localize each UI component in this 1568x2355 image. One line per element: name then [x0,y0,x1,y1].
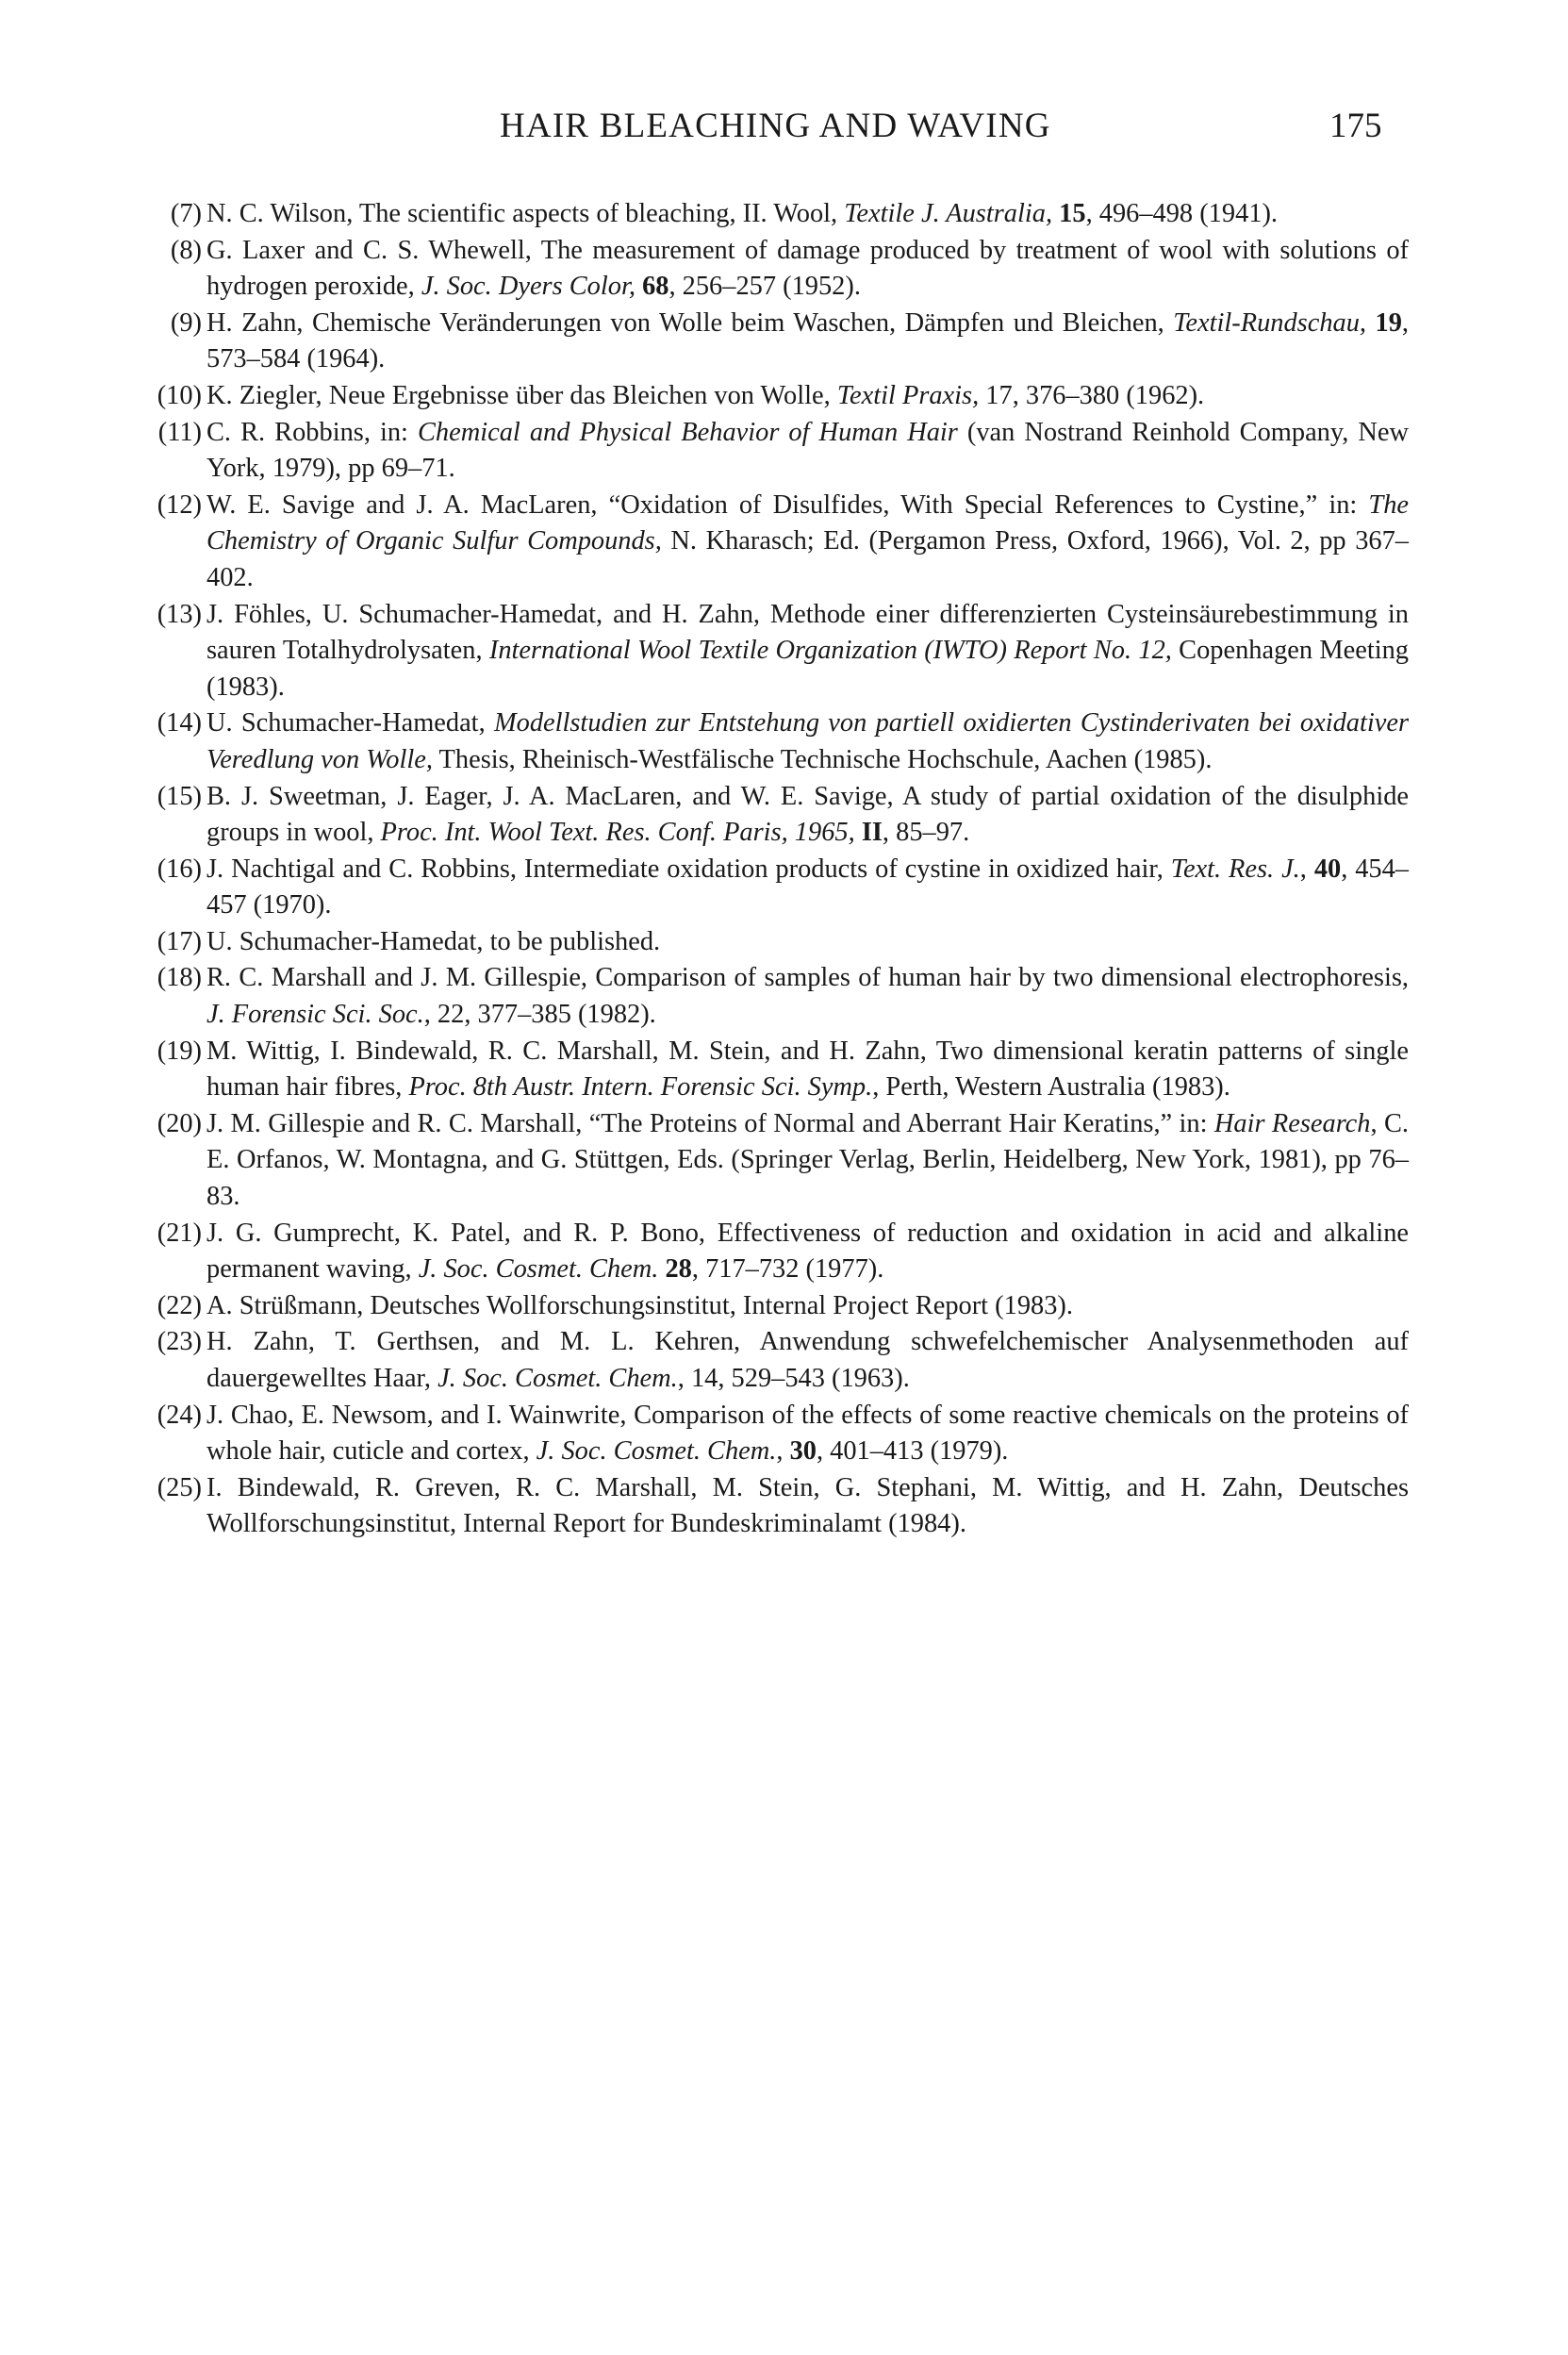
reference-source-italic: Proc. Int. Wool Text. Res. Conf. Paris, 1965, [380,818,855,848]
reference-volume-bold: 40 [1313,854,1342,884]
reference-source-italic: J. Soc. Cosmet. Chem. [418,1254,659,1285]
reference-volume-bold: 19 [1375,307,1402,338]
reference-source-italic: J. Forensic Sci. Soc. [206,1000,424,1030]
reference-segment: I. Bindewald, R. Greven, R. C. Marshall, M. Stein, G. Stephani, M. Wittig, and H. Zahn, Deutsches Wollforschungsinstitut, Internal Report for Bundeskriminalamt (1984). [206,1472,1409,1539]
reference-segment: M. Wittig, I. Bindewald, R. C. Marshall, M. Stein, and H. Zahn, Two dimensional keratin patterns of single human hair fibres, [206,1036,1409,1103]
reference-segment: , 14, 529–543 (1963). [677,1364,910,1393]
reference-text [206,1034,1409,1106]
reference-number: (9) [170,307,202,338]
reference-segment: J. Nachtigal and C. Robbins, Intermediate oxidation products of cystine in oxidized hair, [206,854,1171,884]
reference-item [157,378,1409,415]
running-title: HAIR BLEACHING AND WAVING [500,107,1051,145]
reference-number: (7) [170,199,202,228]
reference-item [162,196,1409,233]
reference-text [206,415,1409,488]
reference-source-italic: Modellstudien zur Entstehung von partiell oxidierten Cystinderivaten bei oxidativer Veredlung von Wolle, [206,708,1409,774]
reference-number: (15) [157,781,202,811]
reference-text [206,488,1409,597]
reference-source-italic: Hair Research [1213,1108,1371,1138]
reference-text [206,378,1409,415]
reference-segment: U. Schumacher-Hamedat, [206,708,494,738]
page-header [0,106,1568,162]
reference-number: (8) [170,235,202,265]
reference-item [157,779,1409,852]
reference-item [157,1398,1409,1470]
reference-segment: , 496–498 (1941). [1085,199,1279,228]
reference-text [206,1324,1409,1397]
reference-number: (17) [157,926,202,956]
reference-segment: Thesis, Rheinisch-Westfälische Technische Hochschule, Aachen (1985). [432,744,1213,774]
reference-segment [1366,308,1375,338]
reference-segment [635,272,642,301]
reference-segment: 17, 376–380 (1962). [979,380,1205,410]
reference-number: (22) [157,1290,202,1320]
reference-item [157,960,1409,1033]
reference-number: (11) [157,417,202,447]
reference-item [157,488,1409,597]
reference-segment: , 401–413 (1979). [816,1436,1009,1467]
reference-text [206,924,1409,961]
reference-text [206,1470,1409,1543]
reference-item [162,306,1409,378]
reference-item [157,705,1409,778]
reference-list [157,196,1410,1543]
reference-volume-bold: 68 [642,272,669,302]
reference-source-italic: Text. Res. J. [1170,854,1300,884]
reference-item [157,597,1409,706]
reference-segment: , [1299,854,1314,884]
reference-segment: , 717–732 (1977). [691,1254,884,1285]
reference-segment: N. Kharasch; Ed. (Pergamon Press, Oxford, 1966), Vol. 2, pp 367–402. [206,526,1409,592]
reference-number: (25) [157,1472,202,1502]
reference-text [206,852,1409,924]
reference-source-italic: Textil-Rundschau, [1173,307,1367,338]
reference-volume-bold: 30 [789,1436,817,1467]
reference-number: (12) [157,489,202,520]
reference-text [206,1398,1409,1470]
reference-item [157,1216,1409,1288]
reference-source-italic: Chemical and Physical Behavior of Human Hair [418,417,958,447]
reference-number: (21) [157,1218,202,1248]
reference-segment: A. Strüßmann, Deutsches Wollforschungsinstitut, Internal Project Report (1983). [206,1290,1073,1320]
reference-segment: K. Ziegler, Neue Ergebnisse über das Bleichen von Wolle, [206,380,837,410]
reference-item [157,415,1409,488]
reference-source-italic: J. Soc. Dyers Color, [421,272,635,302]
reference-segment [855,818,862,847]
reference-item [157,1106,1409,1216]
reference-text [206,233,1409,306]
reference-source-italic: J. Soc. Cosmet. Chem. [536,1436,777,1467]
reference-segment: U. Schumacher-Hamedat, to be published. [206,926,661,956]
reference-source-italic: J. Soc. Cosmet. Chem. [437,1364,678,1393]
reference-segment: C. R. Robbins, in: [206,417,418,447]
reference-segment: (van Nostrand Reinhold Company, New York, 1979), pp 69–71. [206,417,1409,484]
reference-item [157,852,1410,924]
reference-segment: , 22, 377–385 (1982). [423,1000,656,1030]
reference-segment: J. Föhles, U. Schumacher-Hamedat, and H. Zahn, Methode einer differenzierten Cysteinsäurebestimmung in sauren Totalhydrolysaten, [206,599,1409,666]
reference-segment: N. C. Wilson, The scientific aspects of bleaching, II. Wool, [206,199,845,228]
reference-number: (10) [157,380,202,410]
reference-item [157,1470,1409,1543]
reference-segment: , 85–97. [882,818,970,848]
reference-segment: J. Chao, E. Newsom, and I. Wainwrite, Comparison of the effects of some reactive chemicals on the proteins of whole hair, cuticle and cortex, [206,1400,1409,1467]
reference-text [206,960,1409,1033]
reference-segment: G. Laxer and C. S. Whewell, The measurement of damage produced by treatment of wool with solutions of hydrogen peroxide, [206,235,1409,302]
reference-segment: H. Zahn, Chemische Veränderungen von Wolle beim Waschen, Dämpfen und Bleichen, [206,307,1174,338]
reference-number: (20) [157,1108,202,1138]
reference-segment: , [776,1436,790,1467]
reference-number: (23) [157,1327,202,1357]
reference-segment: , C. E. Orfanos, W. Montagna, and G. Stüttgen, Eds. (Springer Verlag, Berlin, Heidelberg, New York, 1981), pp 76–83. [206,1108,1409,1212]
reference-segment: R. C. Marshall and J. M. Gillespie, Comparison of samples of human hair by two dimensional electrophoresis, [206,963,1409,993]
reference-segment: H. Zahn, T. Gerthsen, and M. L. Kehren, Anwendung schwefelchemischer Analysenmethoden auf dauergewelltes Haar, [206,1327,1409,1393]
reference-text [206,779,1409,852]
reference-number: (18) [157,963,202,993]
reference-text [206,1106,1409,1216]
reference-source-italic: Textile J. Australia, [844,199,1053,228]
reference-number: (13) [157,599,202,629]
reference-number: (16) [157,854,202,884]
reference-text [206,1216,1409,1288]
reference-source-italic: The Chemistry of Organic Sulfur Compounds, [206,489,1409,556]
reference-text [206,196,1409,233]
reference-segment: , Perth, Western Australia (1983). [872,1072,1230,1103]
reference-volume-bold: 28 [665,1254,692,1285]
reference-number: (24) [157,1400,202,1430]
reference-item [162,233,1409,306]
page-number: 175 [1329,107,1382,145]
reference-text [206,597,1409,706]
reference-segment: J. G. Gumprecht, K. Patel, and R. P. Bono, Effectiveness of reduction and oxidation in acid and alkaline permanent waving, [206,1218,1409,1285]
reference-source-italic: Proc. 8th Austr. Intern. Forensic Sci. Symp. [408,1072,873,1103]
reference-segment: Copenhagen Meeting (1983). [206,636,1409,702]
reference-number: (14) [157,708,202,738]
reference-text [206,705,1409,778]
reference-number: (19) [157,1036,202,1066]
reference-item [157,1288,1409,1325]
reference-segment: B. J. Sweetman, J. Eager, J. A. MacLaren, and W. E. Savige, A study of partial oxidation of the disulphide groups in wool, [206,781,1409,848]
reference-text [206,1288,1409,1325]
reference-segment: , 573–584 (1964). [206,307,1409,374]
reference-segment: W. E. Savige and J. A. MacLaren, “Oxidation of Disulfides, With Special References to Cystine,” in: [206,489,1369,520]
reference-volume-bold: 15 [1059,199,1086,228]
reference-item [157,1034,1409,1106]
reference-source-italic: Textil Praxis, [836,380,980,410]
reference-source-italic: International Wool Textile Organization (IWTO) Report No. 12, [488,636,1172,666]
reference-item [157,924,1409,961]
reference-segment: J. M. Gillespie and R. C. Marshall, “The Proteins of Normal and Aberrant Hair Keratins,” in: [206,1108,1214,1138]
reference-segment: , 256–257 (1952). [668,272,861,302]
reference-segment: , 454–457 (1970). [206,854,1410,920]
reference-volume-bold: II [861,818,883,848]
reference-text [206,306,1409,378]
reference-item [157,1324,1409,1397]
